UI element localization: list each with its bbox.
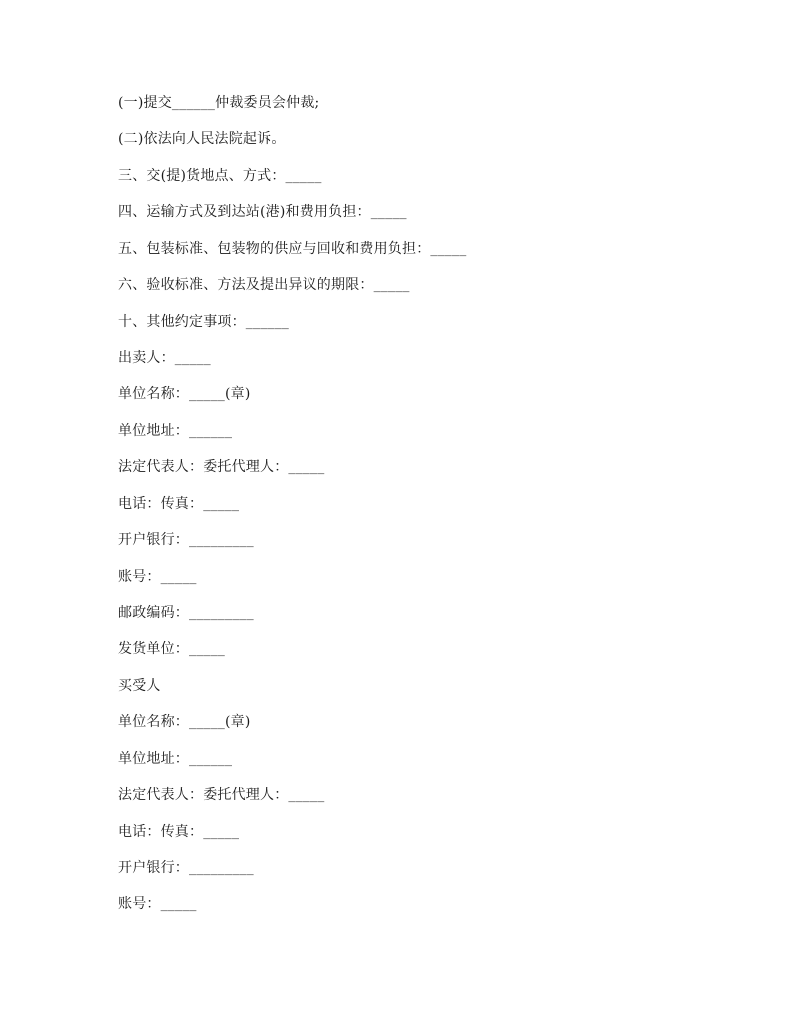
seller-company-name: 单位名称：_____(章)	[118, 386, 251, 402]
clause-packaging: 五、包装标准、包装物的供应与回收和费用负担：_____	[118, 241, 467, 257]
buyer-company-name: 单位名称：_____(章)	[118, 714, 251, 730]
clause-arbitration: (一)提交______仲裁委员会仲裁;	[118, 95, 320, 111]
seller-shipping-unit: 发货单位：_____	[118, 641, 225, 657]
clause-delivery-location: 三、交(提)货地点、方式：_____	[118, 168, 322, 184]
buyer-representative: 法定代表人：委托代理人：_____	[118, 787, 325, 803]
buyer-account: 账号：_____	[118, 896, 197, 912]
clause-acceptance: 六、验收标准、方法及提出异议的期限：_____	[118, 277, 410, 293]
buyer-address: 单位地址：______	[118, 751, 233, 767]
seller-bank: 开户银行：_________	[118, 532, 254, 548]
clause-other-matters: 十、其他约定事项：______	[118, 314, 289, 330]
seller-heading: 出卖人：_____	[118, 350, 211, 366]
seller-address: 单位地址：______	[118, 423, 233, 439]
seller-representative: 法定代表人：委托代理人：_____	[118, 459, 325, 475]
clause-transport: 四、运输方式及到达站(港)和费用负担：_____	[118, 204, 407, 220]
buyer-phone-fax: 电话：传真：_____	[118, 824, 240, 840]
clause-litigation: (二)依法向人民法院起诉。	[118, 131, 286, 147]
seller-postal-code: 邮政编码：_________	[118, 605, 254, 621]
seller-phone-fax: 电话：传真：_____	[118, 496, 240, 512]
buyer-heading: 买受人	[118, 678, 161, 694]
buyer-bank: 开户银行：_________	[118, 860, 254, 876]
seller-account: 账号：_____	[118, 569, 197, 585]
